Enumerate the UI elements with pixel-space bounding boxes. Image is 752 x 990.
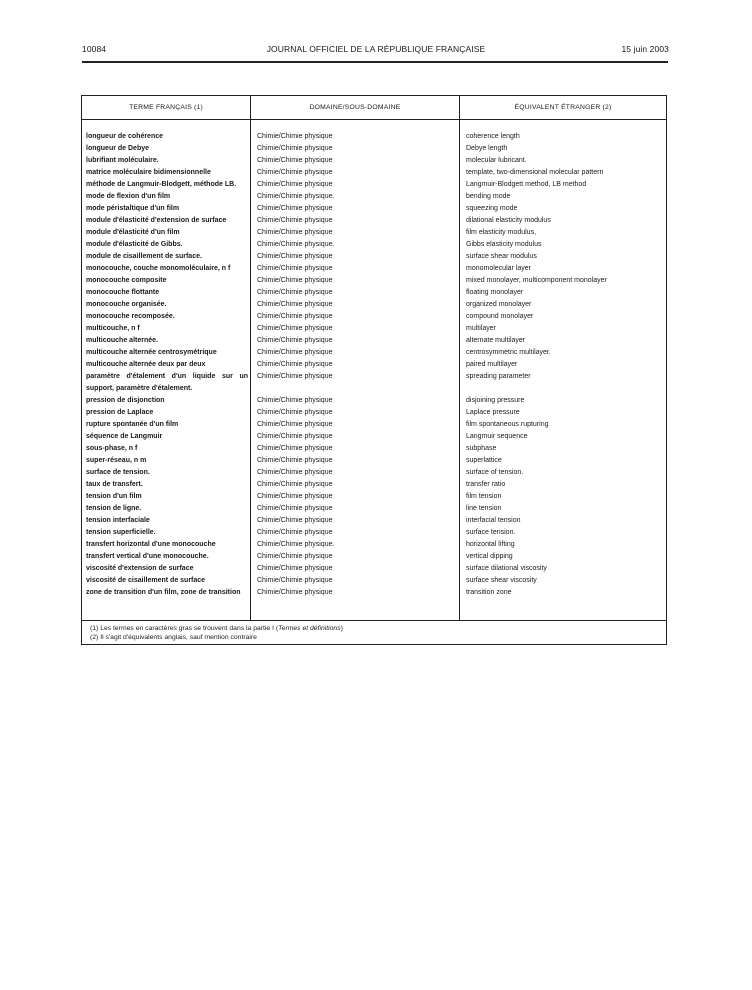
domain-cell: Chimie/Chimie physique: [257, 565, 333, 572]
equivalent-cell: Laplace pressure: [466, 409, 520, 416]
table-row: [82, 227, 666, 239]
table-row: [82, 323, 666, 335]
term-cell: zone de transition d'un film, zone de transition: [86, 589, 241, 596]
equivalent-cell: mixed monolayer, multicomponent monolayer: [466, 277, 607, 284]
equivalent-cell: alternate multilayer: [466, 337, 526, 344]
term-cell: lubrifiant moléculaire.: [86, 157, 159, 164]
equivalent-cell: surface dilational viscosity: [466, 565, 547, 572]
equivalent-cell: squeezing mode: [466, 205, 518, 212]
term-cell: pression de Laplace: [86, 409, 154, 416]
term-cell: mode de flexion d'un film: [86, 193, 171, 200]
domain-cell: Chimie/Chimie physique: [257, 517, 333, 524]
term-cell: longueur de cohérence: [86, 133, 164, 140]
table-row: [82, 563, 666, 575]
term-cell: tension interfaciale: [86, 517, 150, 524]
table-row: [82, 407, 666, 419]
equivalent-cell: surface shear viscosity: [466, 577, 537, 584]
domain-cell: Chimie/Chimie physique: [257, 289, 333, 296]
equivalent-cell: disjoining pressure: [466, 397, 525, 404]
domain-cell: Chimie/Chimie physique: [257, 373, 333, 380]
domain-cell: Chimie/Chimie physique: [257, 505, 333, 512]
term-cell: module d'élasticité de Gibbs.: [86, 241, 183, 248]
table-row: [82, 335, 666, 347]
domain-cell: Chimie/Chimie physique: [257, 277, 333, 284]
table-row: [82, 131, 666, 143]
domain-cell: Chimie/Chimie physique: [257, 265, 333, 272]
domain-cell: Chimie/Chimie physique: [257, 577, 333, 584]
equivalent-cell: transfer ratio: [466, 481, 506, 488]
equivalent-cell: interfacial tension: [466, 517, 521, 524]
equivalent-cell: surface of tension.: [466, 469, 524, 476]
equivalent-cell: vertical dipping: [466, 553, 513, 560]
equivalent-cell: horizontal lifting: [466, 541, 515, 548]
table-row: [82, 287, 666, 299]
domain-cell: Chimie/Chimie physique: [257, 445, 333, 452]
domain-cell: Chimie/Chimie physique.: [257, 241, 335, 248]
domain-cell: Chimie/Chimie physique.: [257, 541, 335, 548]
domain-cell: Chimie/Chimie physique: [257, 301, 333, 308]
domain-cell: Chimie/Chimie physique: [257, 145, 333, 152]
table-row: [82, 143, 666, 155]
table-row: [82, 503, 666, 515]
term-cell: longueur de Debye: [86, 145, 150, 152]
term-cell: super-réseau, n m: [86, 457, 147, 464]
term-cell: taux de transfert.: [86, 481, 143, 488]
equivalent-cell: line tension: [466, 505, 502, 512]
term-cell: monocouche, couche monomoléculaire, n f: [86, 265, 231, 272]
table-body: [82, 131, 666, 599]
table-row: [82, 539, 666, 551]
term-cell: surface de tension.: [86, 469, 150, 476]
table-row: [82, 443, 666, 455]
equivalent-cell: compound monolayer: [466, 313, 534, 320]
term-cell: monocouche composite: [86, 277, 167, 284]
domain-cell: Chimie/Chimie physique: [257, 529, 333, 536]
domain-cell: Chimie/Chimie physique: [257, 397, 333, 404]
equivalent-cell: film spontaneous rupturing: [466, 421, 549, 428]
domain-cell: Chimie/Chimie physique: [257, 337, 333, 344]
table-row: [82, 167, 666, 179]
equivalent-cell: coherence length: [466, 133, 520, 140]
domain-cell: Chimie/Chimie physique: [257, 421, 333, 428]
term-cell: sous-phase, n f: [86, 445, 138, 452]
equivalent-cell: film elasticity modulus,: [466, 229, 537, 236]
domain-cell: Chimie/Chimie physique: [257, 157, 333, 164]
term-cell: module de cisaillement de surface.: [86, 253, 202, 260]
domain-cell: Chimie/Chimie physique: [257, 325, 333, 332]
footnote-1-text: (1) Les termes en caractères gras se trouvent dans la partie I (: [90, 625, 279, 632]
term-cell: module d'élasticité d'extension de surface: [86, 217, 227, 224]
domain-cell: Chimie/Chimie physique: [257, 409, 333, 416]
equivalent-cell: organized monolayer: [466, 301, 532, 308]
table-row: [82, 527, 666, 539]
equivalent-cell: film tension: [466, 493, 502, 500]
equivalent-cell: floating monolayer: [466, 289, 524, 296]
term-cell: viscosité d'extension de surface: [86, 565, 194, 572]
header-divider: [82, 119, 666, 120]
equivalent-cell: paired multilayer: [466, 361, 518, 368]
table-row: [82, 515, 666, 527]
domain-cell: Chimie/Chimie physique: [257, 169, 333, 176]
table-row: [82, 455, 666, 467]
footnote-1: [90, 624, 343, 633]
terminology-table: [81, 95, 667, 645]
equivalent-cell: multilayer: [466, 325, 496, 332]
equivalent-cell: Langmuir-Blodgett method, LB method: [466, 181, 587, 188]
equivalent-cell: bending mode: [466, 193, 511, 200]
domain-cell: Chimie/Chimie physique: [257, 205, 333, 212]
domain-cell: Chimie/Chimie physique: [257, 217, 333, 224]
term-cell: module d'élasticité d'un film: [86, 229, 180, 236]
equivalent-cell: Langmuir sequence: [466, 433, 528, 440]
table-row: [82, 359, 666, 371]
term-cell: tension de ligne.: [86, 505, 142, 512]
table-row: [82, 239, 666, 251]
equivalent-cell: superlattice: [466, 457, 502, 464]
publication-date: 15 juin 2003: [621, 44, 669, 54]
equivalent-cell: Debye length: [466, 145, 508, 152]
column-header-term: TERME FRANÇAIS (1): [129, 104, 203, 111]
term-cell: monocouche recomposée.: [86, 313, 175, 320]
domain-cell: Chimie/Chimie physique: [257, 349, 333, 356]
term-cell: multicouche alternée.: [86, 337, 158, 344]
page-number: 10084: [82, 44, 107, 54]
domain-cell: Chimie/Chimie physique: [257, 481, 333, 488]
table-row: [82, 419, 666, 431]
equivalent-cell: transition zone: [466, 589, 512, 596]
term-cell: séquence de Langmuir: [86, 433, 163, 440]
domain-cell: Chimie/Chimie physique: [257, 433, 333, 440]
table-row: [82, 275, 666, 287]
term-cell: méthode de Langmuir-Blodgett, méthode LB.: [86, 181, 237, 188]
term-cell: pression de disjonction: [86, 397, 165, 404]
table-row: [82, 311, 666, 323]
term-cell: paramètre d'étalement d'un liquide sur un support, paramètre d'étalement.: [86, 373, 248, 392]
term-cell: tension superficielle.: [86, 529, 156, 536]
equivalent-cell: surface tension.: [466, 529, 516, 536]
table-row: [82, 155, 666, 167]
equivalent-cell: Gibbs elasticity modulus: [466, 241, 542, 248]
domain-cell: Chimie/Chimie physique: [257, 253, 333, 260]
term-cell: monocouche organisée.: [86, 301, 167, 308]
term-cell: multicouche, n f: [86, 325, 140, 332]
table-row: [82, 263, 666, 275]
equivalent-cell: spreading parameter: [466, 373, 531, 380]
table-row: [82, 347, 666, 359]
term-cell: transfert vertical d'une monocouche.: [86, 553, 209, 560]
table-row: [82, 467, 666, 479]
equivalent-cell: centrosymmetric multilayer.: [466, 349, 551, 356]
table-row: [82, 371, 666, 395]
table-row: [82, 191, 666, 203]
term-cell: rupture spontanée d'un film: [86, 421, 179, 428]
term-cell: monocouche flottante: [86, 289, 160, 296]
domain-cell: Chimie/Chimie physique: [257, 553, 333, 560]
equivalent-cell: surface shear modulus: [466, 253, 537, 260]
table-row: [82, 587, 666, 599]
term-cell: multicouche alternée centrosymétrique: [86, 349, 217, 356]
header-rule: [82, 61, 668, 63]
table-row: [82, 551, 666, 563]
table-row: [82, 491, 666, 503]
footnote-1-close: ): [340, 625, 343, 632]
table-row: [82, 215, 666, 227]
domain-cell: Chimie/Chimie physique: [257, 181, 333, 188]
table-row: [82, 251, 666, 263]
table-row: [82, 431, 666, 443]
term-cell: matrice moléculaire bidimensionnelle: [86, 169, 211, 176]
domain-cell: Chimie/Chimie physique.: [257, 193, 335, 200]
table-footnotes: [90, 624, 343, 642]
table-row: [82, 179, 666, 191]
domain-cell: Chimie/Chimie physique: [257, 133, 333, 140]
domain-cell: Chimie/Chimie physique: [257, 457, 333, 464]
table-row: [82, 299, 666, 311]
domain-cell: Chimie/Chimie physique: [257, 229, 333, 236]
journal-title: JOURNAL OFFICIEL DE LA RÉPUBLIQUE FRANÇAISE: [266, 44, 486, 54]
equivalent-cell: dilational elasticity modulus: [466, 217, 551, 224]
term-cell: tension d'un film: [86, 493, 142, 500]
domain-cell: Chimie/Chimie physique: [257, 313, 333, 320]
domain-cell: Chimie/Chimie physique: [257, 361, 333, 368]
equivalent-cell: subphase: [466, 445, 497, 452]
domain-cell: Chimie/Chimie physique: [257, 589, 333, 596]
table-row: [82, 575, 666, 587]
column-header-equivalent: ÉQUIVALENT ÉTRANGER (2): [514, 104, 612, 111]
footnote-1-reference: Termes et définitions: [278, 625, 341, 632]
term-cell: viscosité de cisaillement de surface: [86, 577, 206, 584]
equivalent-cell: molecular lubricant.: [466, 157, 527, 164]
table-row: [82, 203, 666, 215]
domain-cell: Chimie/Chimie physique: [257, 469, 333, 476]
term-cell: mode péristaltique d'un film: [86, 205, 180, 212]
column-header-domain: DOMAINE/SOUS-DOMAINE: [309, 104, 401, 111]
equivalent-cell: monomolecular layer: [466, 265, 531, 272]
equivalent-cell: template, two-dimensional molecular pattern: [466, 169, 604, 176]
domain-cell: Chimie/Chimie physique: [257, 493, 333, 500]
footnote-2: (2) Il s'agit d'équivalents anglais, sauf mention contraire: [90, 634, 257, 641]
table-row: [82, 395, 666, 407]
term-cell: multicouche alternée deux par deux: [86, 361, 206, 368]
footnote-divider: [82, 620, 666, 621]
term-cell: transfert horizontal d'une monocouche: [86, 541, 216, 548]
table-row: [82, 479, 666, 491]
